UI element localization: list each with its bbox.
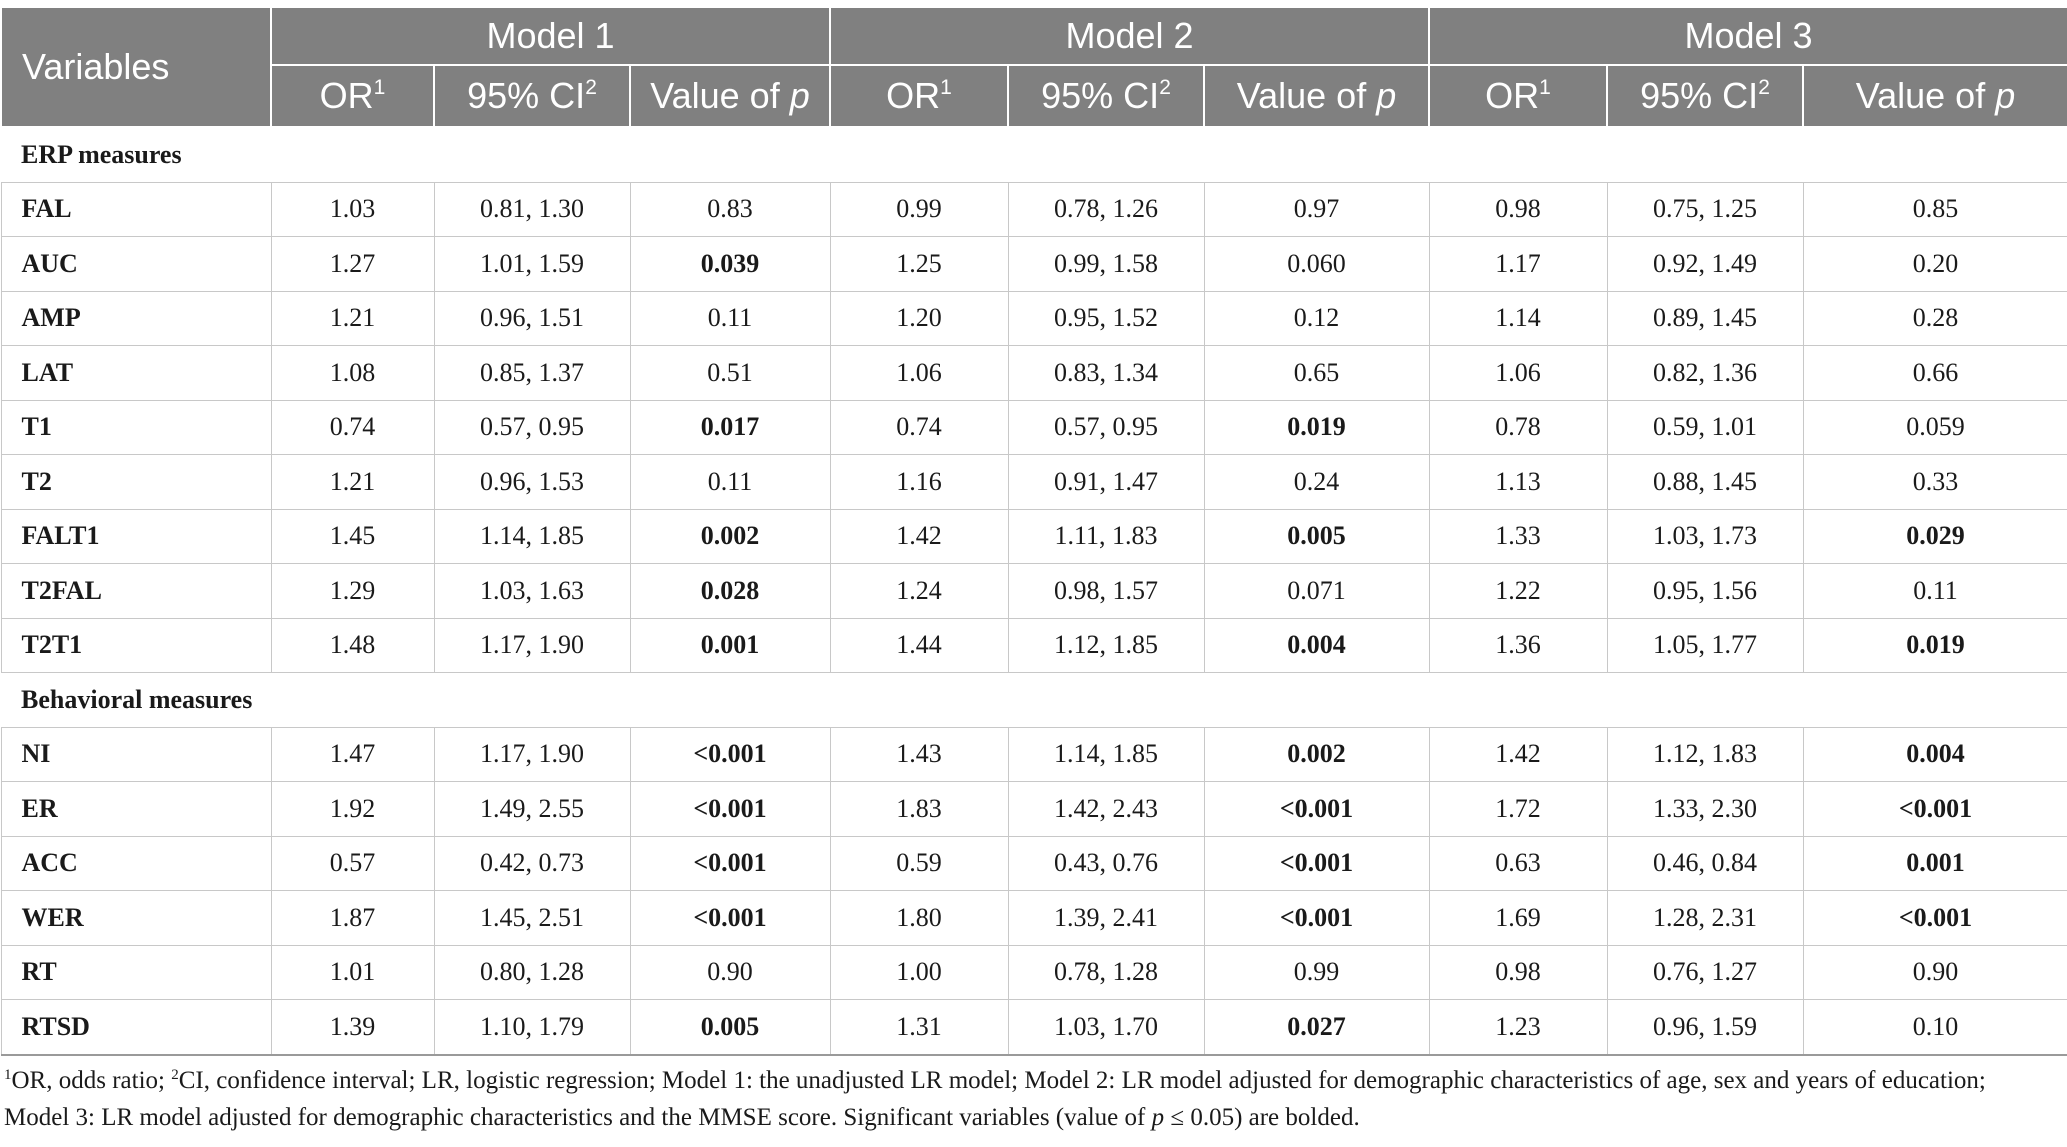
table-row (1, 237, 2067, 292)
p-value-cell: 0.20 (1803, 237, 2067, 292)
table-footnote: $^1$OR, odds ratio; $^2$CI, confidence interval; LR, logistic regression; Model 1: the unadjusted LR model; Model 2: LR model adjusted for demographic characteristics of age, sex and years of education; Model 3: LR model adjusted for demographic characteristics and the MMSE score. Significant variables (value of p ≤ 0.05) are bolded. (4, 1067, 1986, 1131)
confidence-interval-cell: 0.57, 0.95 (1008, 400, 1204, 455)
p-value-cell: 0.028 (630, 564, 830, 619)
p-value-cell: 0.11 (630, 455, 830, 510)
p-value-cell: 0.85 (1803, 182, 2067, 237)
variable-name: RTSD (1, 1000, 271, 1055)
p-value-cell: <0.001 (1204, 836, 1429, 891)
odds-ratio-cell: 1.25 (830, 237, 1008, 292)
section-row (1, 673, 2067, 728)
confidence-interval-cell: 0.99, 1.58 (1008, 237, 1204, 292)
odds-ratio-cell: 1.06 (830, 346, 1008, 401)
confidence-interval-cell: 1.03, 1.70 (1008, 1000, 1204, 1055)
table-row (1, 945, 2067, 1000)
p-value-cell: 0.90 (1803, 945, 2067, 1000)
odds-ratio-cell: 1.87 (271, 891, 434, 946)
p-value-cell: 0.51 (630, 346, 830, 401)
confidence-interval-cell: 1.45, 2.51 (434, 891, 630, 946)
odds-ratio-cell: 1.42 (1429, 727, 1607, 782)
odds-ratio-cell: 0.74 (271, 400, 434, 455)
odds-ratio-cell: 1.21 (271, 455, 434, 510)
table-row (1, 727, 2067, 782)
confidence-interval-cell: 0.95, 1.52 (1008, 291, 1204, 346)
confidence-interval-cell: 0.46, 0.84 (1607, 836, 1803, 891)
odds-ratio-cell: 0.57 (271, 836, 434, 891)
or-header: $OR^1$ (271, 65, 434, 127)
table-row (1, 346, 2067, 401)
odds-ratio-cell: 1.13 (1429, 455, 1607, 510)
p-value-cell: 0.90 (630, 945, 830, 1000)
ci-header: 95% $CI^2$ (1008, 65, 1204, 127)
confidence-interval-cell: 1.12, 1.83 (1607, 727, 1803, 782)
odds-ratio-cell: 1.17 (1429, 237, 1607, 292)
confidence-interval-cell: 0.80, 1.28 (434, 945, 630, 1000)
variable-name: LAT (1, 346, 271, 401)
table-header (1, 7, 2067, 127)
confidence-interval-cell: 1.01, 1.59 (434, 237, 630, 292)
confidence-interval-cell: 1.05, 1.77 (1607, 618, 1803, 673)
p-value-cell: 0.11 (1803, 564, 2067, 619)
table-row (1, 291, 2067, 346)
confidence-interval-cell: 1.12, 1.85 (1008, 618, 1204, 673)
p-value-header: Value of p (1204, 65, 1429, 127)
odds-ratio-cell: 1.08 (271, 346, 434, 401)
confidence-interval-cell: 0.78, 1.28 (1008, 945, 1204, 1000)
p-value-cell: <0.001 (630, 836, 830, 891)
confidence-interval-cell: 1.33, 2.30 (1607, 782, 1803, 837)
confidence-interval-cell: 0.81, 1.30 (434, 182, 630, 237)
odds-ratio-cell: 1.72 (1429, 782, 1607, 837)
confidence-interval-cell: 0.78, 1.26 (1008, 182, 1204, 237)
p-value-cell: 0.83 (630, 182, 830, 237)
odds-ratio-cell: 1.24 (830, 564, 1008, 619)
odds-ratio-cell: 1.48 (271, 618, 434, 673)
confidence-interval-cell: 0.75, 1.25 (1607, 182, 1803, 237)
confidence-interval-cell: 0.83, 1.34 (1008, 346, 1204, 401)
confidence-interval-cell: 1.10, 1.79 (434, 1000, 630, 1055)
variable-name: RT (1, 945, 271, 1000)
p-value-cell: 0.99 (1204, 945, 1429, 1000)
confidence-interval-cell: 0.98, 1.57 (1008, 564, 1204, 619)
confidence-interval-cell: 1.03, 1.63 (434, 564, 630, 619)
confidence-interval-cell: 0.57, 0.95 (434, 400, 630, 455)
odds-ratio-cell: 1.80 (830, 891, 1008, 946)
p-value-cell: 0.65 (1204, 346, 1429, 401)
section-title: ERP measures (1, 127, 2067, 182)
odds-ratio-cell: 1.44 (830, 618, 1008, 673)
confidence-interval-cell: 0.59, 1.01 (1607, 400, 1803, 455)
variable-name: T2FAL (1, 564, 271, 619)
odds-ratio-cell: 1.69 (1429, 891, 1607, 946)
confidence-interval-cell: 0.42, 0.73 (434, 836, 630, 891)
odds-ratio-cell: 1.83 (830, 782, 1008, 837)
p-value-header: Value of p (630, 65, 830, 127)
or-header: $OR^1$ (830, 65, 1008, 127)
variable-name: T1 (1, 400, 271, 455)
odds-ratio-cell: 1.14 (1429, 291, 1607, 346)
p-value-cell: 0.24 (1204, 455, 1429, 510)
odds-ratio-cell: 0.98 (1429, 182, 1607, 237)
confidence-interval-cell: 1.42, 2.43 (1008, 782, 1204, 837)
header-row-models (1, 7, 2067, 65)
p-value-cell: 0.019 (1803, 618, 2067, 673)
p-value-cell: <0.001 (630, 891, 830, 946)
odds-ratio-cell: 1.00 (830, 945, 1008, 1000)
or-header: $OR^1$ (1429, 65, 1607, 127)
p-value-cell: 0.002 (630, 509, 830, 564)
confidence-interval-cell: 1.03, 1.73 (1607, 509, 1803, 564)
confidence-interval-cell: 1.17, 1.90 (434, 727, 630, 782)
odds-ratio-cell: 0.63 (1429, 836, 1607, 891)
confidence-interval-cell: 1.17, 1.90 (434, 618, 630, 673)
odds-ratio-cell: 0.98 (1429, 945, 1607, 1000)
p-value-cell: 0.004 (1803, 727, 2067, 782)
odds-ratio-cell: 0.99 (830, 182, 1008, 237)
p-value-cell: 0.039 (630, 237, 830, 292)
confidence-interval-cell: 0.82, 1.36 (1607, 346, 1803, 401)
p-value-cell: 0.001 (1803, 836, 2067, 891)
p-value-cell: <0.001 (1803, 782, 2067, 837)
odds-ratio-cell: 1.31 (830, 1000, 1008, 1055)
model-2-header: Model 2 (830, 7, 1429, 65)
variable-name: T2 (1, 455, 271, 510)
confidence-interval-cell: 0.96, 1.53 (434, 455, 630, 510)
header-row-stats (1, 65, 2067, 127)
section-title: Behavioral measures (1, 673, 2067, 728)
model-1-header: Model 1 (271, 7, 830, 65)
confidence-interval-cell: 0.91, 1.47 (1008, 455, 1204, 510)
confidence-interval-cell: 0.96, 1.51 (434, 291, 630, 346)
odds-ratio-cell: 1.23 (1429, 1000, 1607, 1055)
table-row (1, 1000, 2067, 1055)
p-value-cell: 0.005 (1204, 509, 1429, 564)
p-value-cell: 0.001 (630, 618, 830, 673)
confidence-interval-cell: 0.89, 1.45 (1607, 291, 1803, 346)
table-row (1, 836, 2067, 891)
p-value-cell: 0.97 (1204, 182, 1429, 237)
ci-header: 95% $CI^2$ (1607, 65, 1803, 127)
odds-ratio-cell: 1.29 (271, 564, 434, 619)
odds-ratio-cell: 1.01 (271, 945, 434, 1000)
odds-ratio-cell: 1.92 (271, 782, 434, 837)
odds-ratio-cell: 1.36 (1429, 618, 1607, 673)
odds-ratio-cell: 1.22 (1429, 564, 1607, 619)
p-value-cell: 0.060 (1204, 237, 1429, 292)
odds-ratio-cell: 1.16 (830, 455, 1008, 510)
p-value-cell: 0.071 (1204, 564, 1429, 619)
table-row (1, 618, 2067, 673)
confidence-interval-cell: 1.14, 1.85 (434, 509, 630, 564)
variable-name: FALT1 (1, 509, 271, 564)
p-value-cell: 0.12 (1204, 291, 1429, 346)
table-row (1, 564, 2067, 619)
confidence-interval-cell: 1.14, 1.85 (1008, 727, 1204, 782)
odds-ratio-cell: 1.27 (271, 237, 434, 292)
table-row (1, 455, 2067, 510)
p-value-cell: 0.10 (1803, 1000, 2067, 1055)
variable-name: FAL (1, 182, 271, 237)
table-row (1, 509, 2067, 564)
variable-name: AMP (1, 291, 271, 346)
ci-header: 95% $CI^2$ (434, 65, 630, 127)
p-value-cell: <0.001 (1803, 891, 2067, 946)
p-value-cell: 0.66 (1803, 346, 2067, 401)
p-value-cell: <0.001 (1204, 782, 1429, 837)
confidence-interval-cell: 0.88, 1.45 (1607, 455, 1803, 510)
table-row (1, 400, 2067, 455)
p-value-cell: 0.11 (630, 291, 830, 346)
p-value-cell: 0.029 (1803, 509, 2067, 564)
p-value-cell: 0.28 (1803, 291, 2067, 346)
odds-ratio-cell: 1.21 (271, 291, 434, 346)
confidence-interval-cell: 0.85, 1.37 (434, 346, 630, 401)
variable-name: NI (1, 727, 271, 782)
p-value-cell: 0.002 (1204, 727, 1429, 782)
confidence-interval-cell: 0.76, 1.27 (1607, 945, 1803, 1000)
odds-ratio-cell: 1.39 (271, 1000, 434, 1055)
odds-ratio-cell: 0.78 (1429, 400, 1607, 455)
odds-ratio-cell: 0.59 (830, 836, 1008, 891)
results-table (0, 6, 2067, 1056)
variable-name: AUC (1, 237, 271, 292)
confidence-interval-cell: 0.43, 0.76 (1008, 836, 1204, 891)
odds-ratio-cell: 1.45 (271, 509, 434, 564)
odds-ratio-cell: 1.43 (830, 727, 1008, 782)
confidence-interval-cell: 1.39, 2.41 (1008, 891, 1204, 946)
p-value-cell: 0.005 (630, 1000, 830, 1055)
odds-ratio-cell: 1.20 (830, 291, 1008, 346)
variable-name: ER (1, 782, 271, 837)
odds-ratio-cell: 1.33 (1429, 509, 1607, 564)
odds-ratio-cell: 1.42 (830, 509, 1008, 564)
p-value-cell: 0.33 (1803, 455, 2067, 510)
section-row (1, 127, 2067, 182)
model-3-header: Model 3 (1429, 7, 2067, 65)
odds-ratio-cell: 1.47 (271, 727, 434, 782)
odds-ratio-cell: 1.03 (271, 182, 434, 237)
p-value-cell: 0.059 (1803, 400, 2067, 455)
confidence-interval-cell: 1.49, 2.55 (434, 782, 630, 837)
p-value-cell: 0.004 (1204, 618, 1429, 673)
confidence-interval-cell: 1.11, 1.83 (1008, 509, 1204, 564)
p-value-cell: 0.017 (630, 400, 830, 455)
table-body (1, 127, 2067, 1055)
table-row (1, 182, 2067, 237)
confidence-interval-cell: 0.95, 1.56 (1607, 564, 1803, 619)
odds-ratio-cell: 0.74 (830, 400, 1008, 455)
table-row (1, 782, 2067, 837)
confidence-interval-cell: 1.28, 2.31 (1607, 891, 1803, 946)
p-value-cell: <0.001 (1204, 891, 1429, 946)
variable-name: T2T1 (1, 618, 271, 673)
odds-ratio-cell: 1.06 (1429, 346, 1607, 401)
variable-name: ACC (1, 836, 271, 891)
confidence-interval-cell: 0.96, 1.59 (1607, 1000, 1803, 1055)
p-value-header: Value of p (1803, 65, 2067, 127)
variable-name: WER (1, 891, 271, 946)
p-value-cell: <0.001 (630, 727, 830, 782)
variables-header: Variables (1, 7, 271, 127)
p-value-cell: 0.019 (1204, 400, 1429, 455)
table-row (1, 891, 2067, 946)
p-value-cell: 0.027 (1204, 1000, 1429, 1055)
confidence-interval-cell: 0.92, 1.49 (1607, 237, 1803, 292)
p-value-cell: <0.001 (630, 782, 830, 837)
